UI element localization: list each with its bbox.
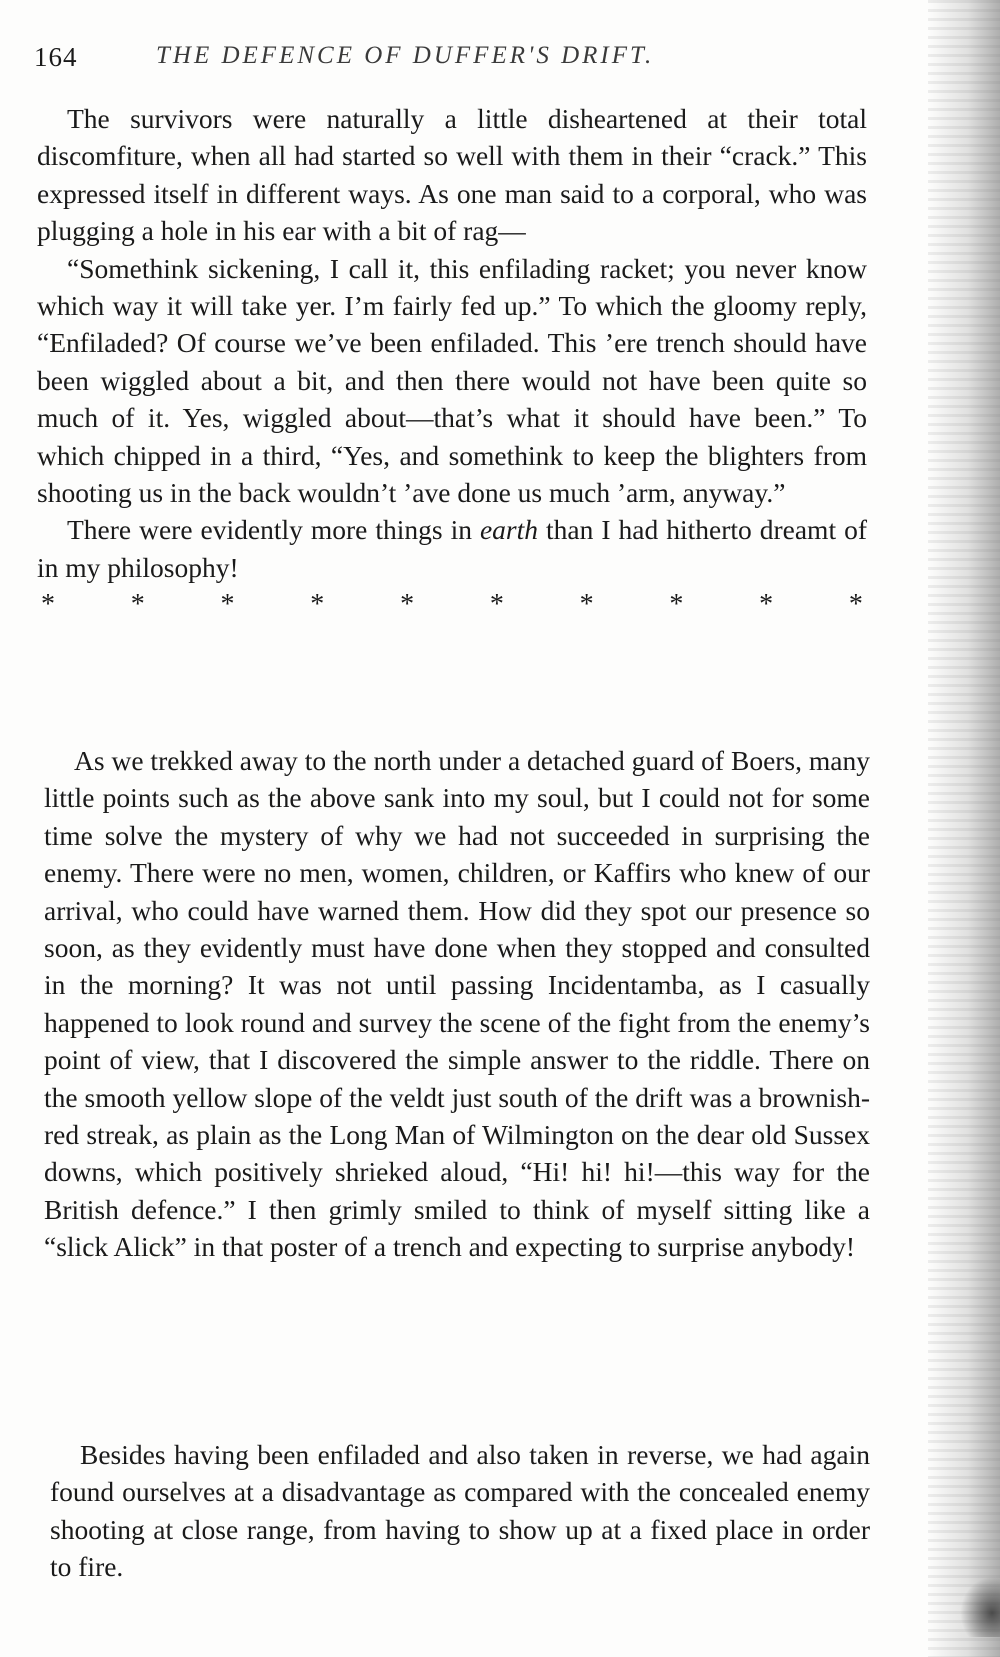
separator-star: * <box>848 589 863 621</box>
separator-star: * <box>41 589 55 621</box>
page-edge-shadow <box>928 0 1000 1657</box>
text-block-top <box>37 100 867 624</box>
text-block-bottom <box>50 1436 870 1586</box>
separator-star: * <box>759 589 774 621</box>
page-header <box>34 42 734 82</box>
paragraph-dialogue: “Somethink sickening, I call it, this enfilading racket; you never know which way it will take yer. I’m fairly fed up.” To which the gloomy reply, “Enfiladed? Of course we’ve been enfiladed. This ’ere trench should have been wiggled about a bit, and then there would not have been quite so much of it. Yes, wiggled about—that’s what it should have been.” To which chipped in a third, “Yes, and somethink to keep the blighters from shooting us in the back wouldn’t ’ave done us much ’arm, anyway.” <box>37 252 867 509</box>
paragraph-philosophy <box>37 511 867 586</box>
paragraph-trekked: As we trekked away to the north under a detached guard of Boers, many little points such as the above sank into my soul, but I could not for some time solve the mystery of why we had not succeeded in surprising the enemy. There were no men, women, children, or Kaffirs who knew of our arrival, who could have warned them. How did they spot our presence so soon, as they evidently must have done when they stopped and consulted in the morning? It was not until passing Incidentamba, as I casually happened to look round and survey the scene of the fight from the enemy’s point of view, that I discovered the simple answer to the riddle. There on the smooth yellow slope of the veldt just south of the drift was a brownish-red streak, as plain as the Long Man of Wilmington on the dear old Sussex downs, which positively shrieked aloud, “Hi! hi! hi!—this way for the British defence.” I then grimly smiled to think of myself sitting like a “slick Alick” in that poster of a trench and expecting to surprise anybody! <box>44 745 870 1263</box>
philosophy-after: than I had hitherto dreamt of in my philosophy! <box>37 514 867 583</box>
separator-star: * <box>310 589 325 621</box>
corner-smudge <box>960 1577 1000 1637</box>
page-number: 164 <box>34 42 78 72</box>
philosophy-emphasis: earth <box>479 514 539 546</box>
separator-star: * <box>130 589 145 621</box>
running-head: THE DEFENCE OF DUFFER'S DRIFT. <box>156 42 655 69</box>
separator-star: * <box>489 589 504 621</box>
separator-star: * <box>400 589 415 621</box>
paragraph-survivors: The survivors were naturally a little disheartened at their total discomfiture, when all had started so well with them in their “crack.” This expressed itself in different ways. As one man said to a corporal, who was plugging a hole in his ear with a bit of rag— <box>37 103 867 247</box>
paragraph-besides: Besides having been enfiladed and also taken in reverse, we had again found ourselves at a disadvantage as compared with the concealed enemy shooting at close range, from having to show up at a fixed place in order to fire. <box>50 1439 870 1583</box>
separator-star: * <box>579 589 594 621</box>
philosophy-before: There were evidently more things in <box>67 514 480 546</box>
section-separator <box>37 586 867 624</box>
separator-star: * <box>220 589 235 621</box>
separator-star: * <box>669 589 684 621</box>
text-block-middle <box>44 742 870 1266</box>
